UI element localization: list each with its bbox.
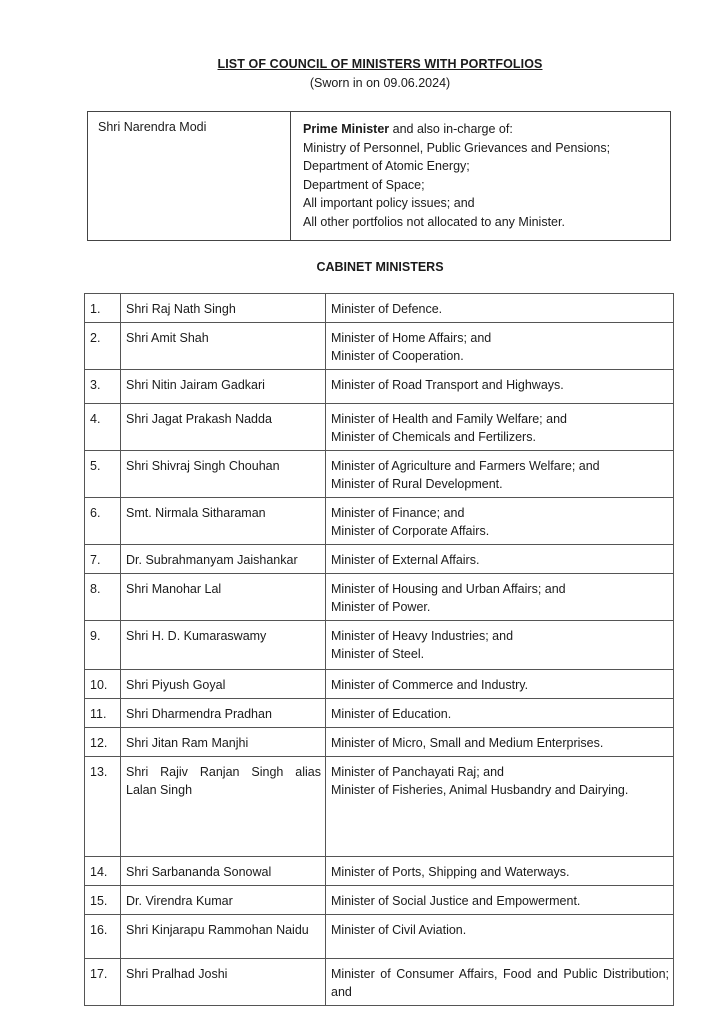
- serial-number: 8.: [85, 574, 121, 621]
- minister-name: Shri Dharmendra Pradhan: [121, 699, 326, 728]
- serial-number: 16.: [85, 915, 121, 959]
- table-row: [85, 857, 674, 886]
- minister-name: Shri H. D. Kumaraswamy: [121, 621, 326, 670]
- table-row: [85, 574, 674, 621]
- document-title: LIST OF COUNCIL OF MINISTERS WITH PORTFOLIOS: [217, 57, 543, 71]
- cabinet-ministers-table: [84, 293, 674, 1006]
- table-row: [85, 621, 674, 670]
- portfolio: Minister of Finance; and Minister of Corporate Affairs.: [326, 498, 674, 545]
- minister-name: Shri Pralhad Joshi: [121, 959, 326, 1006]
- minister-name: Shri Jagat Prakash Nadda: [121, 404, 326, 451]
- portfolio: Minister of Heavy Industries; and Minister of Steel.: [326, 621, 674, 670]
- serial-number: 5.: [85, 451, 121, 498]
- portfolio: Minister of Housing and Urban Affairs; and Minister of Power.: [326, 574, 674, 621]
- minister-name: Shri Raj Nath Singh: [121, 294, 326, 323]
- portfolio: Minister of Agriculture and Farmers Welfare; and Minister of Rural Development.: [326, 451, 674, 498]
- serial-number: 15.: [85, 886, 121, 915]
- portfolio: Minister of Civil Aviation.: [326, 915, 674, 959]
- minister-name: Shri Nitin Jairam Gadkari: [121, 370, 326, 404]
- portfolio: Minister of Health and Family Welfare; and Minister of Chemicals and Fertilizers.: [326, 404, 674, 451]
- portfolio: Minister of Home Affairs; and Minister of Cooperation.: [326, 323, 674, 370]
- serial-number: 10.: [85, 670, 121, 699]
- minister-name: Smt. Nirmala Sitharaman: [121, 498, 326, 545]
- pm-role-line: [303, 120, 670, 139]
- pm-portfolio-line: Department of Space;: [303, 177, 425, 192]
- serial-number: 3.: [85, 370, 121, 404]
- minister-name: Shri Manohar Lal: [121, 574, 326, 621]
- table-row: [85, 370, 674, 404]
- portfolio: Minister of Road Transport and Highways.: [326, 370, 674, 404]
- portfolio: Minister of Commerce and Industry.: [326, 670, 674, 699]
- table-row: [85, 915, 674, 959]
- minister-name: Shri Sarbananda Sonowal: [121, 857, 326, 886]
- table-row: [85, 959, 674, 1006]
- serial-number: 13.: [85, 757, 121, 857]
- portfolio: Minister of Ports, Shipping and Waterways.: [326, 857, 674, 886]
- table-row: [85, 699, 674, 728]
- pm-name: Shri Narendra Modi: [88, 112, 291, 240]
- portfolio: Minister of Social Justice and Empowerment.: [326, 886, 674, 915]
- minister-name: Shri Piyush Goyal: [121, 670, 326, 699]
- minister-name: Shri Kinjarapu Rammohan Naidu: [121, 915, 326, 959]
- pm-role-suffix: and also in-charge of:: [389, 122, 513, 136]
- serial-number: 7.: [85, 545, 121, 574]
- minister-name: Shri Jitan Ram Manjhi: [121, 728, 326, 757]
- portfolio: Minister of Consumer Affairs, Food and Public Distribution; and: [326, 959, 674, 1006]
- serial-number: 9.: [85, 621, 121, 670]
- portfolio: Minister of Defence.: [326, 294, 674, 323]
- table-row: [85, 757, 674, 857]
- serial-number: 14.: [85, 857, 121, 886]
- pm-role: Prime Minister: [303, 122, 390, 136]
- serial-number: 6.: [85, 498, 121, 545]
- table-row: [85, 545, 674, 574]
- cabinet-ministers-heading: CABINET MINISTERS: [316, 260, 444, 274]
- minister-name: Shri Shivraj Singh Chouhan: [121, 451, 326, 498]
- minister-name: Dr. Subrahmanyam Jaishankar: [121, 545, 326, 574]
- sworn-in-date: (Sworn in on 09.06.2024): [309, 76, 451, 90]
- table-row: [85, 498, 674, 545]
- portfolio: Minister of Education.: [326, 699, 674, 728]
- minister-name: Shri Rajiv Ranjan Singh alias Lalan Singh: [121, 757, 326, 857]
- table-row: [85, 728, 674, 757]
- portfolio: Minister of Panchayati Raj; and Minister of Fisheries, Animal Husbandry and Dairying.: [326, 757, 674, 857]
- minister-name: Shri Amit Shah: [121, 323, 326, 370]
- pm-portfolio: [291, 112, 670, 240]
- serial-number: 1.: [85, 294, 121, 323]
- minister-name: Dr. Virendra Kumar: [121, 886, 326, 915]
- serial-number: 2.: [85, 323, 121, 370]
- serial-number: 4.: [85, 404, 121, 451]
- table-row: [85, 294, 674, 323]
- portfolio: Minister of External Affairs.: [326, 545, 674, 574]
- table-row: [85, 670, 674, 699]
- portfolio: Minister of Micro, Small and Medium Enterprises.: [326, 728, 674, 757]
- table-row: [85, 404, 674, 451]
- pm-portfolio-line: All other portfolios not allocated to any Minister.: [303, 214, 565, 229]
- pm-portfolio-line: Department of Atomic Energy;: [303, 159, 470, 174]
- pm-portfolio-line: All important policy issues; and: [303, 196, 475, 211]
- serial-number: 12.: [85, 728, 121, 757]
- pm-portfolio-line: Ministry of Personnel, Public Grievances and Pensions;: [303, 140, 611, 155]
- serial-number: 11.: [85, 699, 121, 728]
- table-row: [85, 323, 674, 370]
- table-row: [85, 451, 674, 498]
- table-row: [85, 886, 674, 915]
- serial-number: 17.: [85, 959, 121, 1006]
- prime-minister-box: [87, 111, 671, 241]
